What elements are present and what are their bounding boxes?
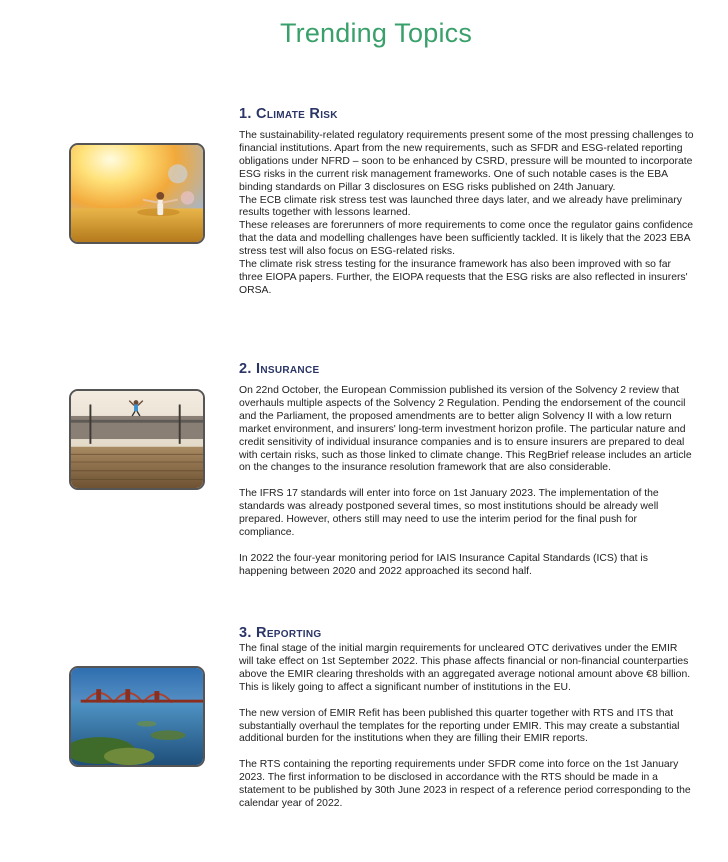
section-climate-risk	[239, 106, 694, 298]
section-insurance	[239, 361, 694, 579]
section-heading	[239, 361, 694, 377]
section-number: 2.	[239, 361, 252, 377]
paragraph: These releases are forerunners of more requirements to come once the regulator gains confidence that the data and modelling challenges have been sufficiently tackled. It is likely that the 2023 EBA stress test will also focus on ESG-related risks.	[239, 220, 693, 258]
paragraph: The RTS containing the reporting requirements under SFDR come into force on the 1st January 2023. The first information to be disclosed in accordance with the RTS should be made in a statement to be published by 30th June 2023 in respect of a reference period corresponding to the calendar year of 2022.	[239, 759, 691, 810]
paragraph: On 22nd October, the European Commission published its version of the Solvency 2 review that overhauls multiple aspects of the Solvency 2 Regulation. Pending the endorsement of the council and the Parliament, the proposed amendments are to better align Solvency II with a low return market environment, and insurers' long-term investment horizon profile. The particular nature and credit sensitivity of individual insurance companies and is to ensure insurers are prepared to deal with certain risks, such as those linked to climate change. This RegBrief release includes an article on the changes to the insurance resolution framework that are also considerable.	[239, 385, 692, 474]
insurance-image	[69, 389, 205, 490]
section-title: Insurance	[256, 361, 320, 377]
section-number: 3.	[239, 625, 252, 641]
climate-risk-image	[69, 143, 205, 244]
page-title: Trending Topics	[279, 18, 473, 48]
section-heading	[239, 625, 694, 641]
paragraph: The IFRS 17 standards will enter into force on 1st January 2023. The implementation of the standards was already postponed several times, so most institutions should be already well prepared. However, others still may need to use the interim period for the final push for compliance.	[239, 488, 659, 539]
section-heading	[239, 106, 694, 122]
section-number: 1.	[239, 106, 252, 122]
paragraph: The sustainability-related regulatory requirements present some of the most pressing challenges to financial institutions. Apart from the new requirements, such as SFDR and ESG-related reporting obligations under NFRD – soon to be enhanced by CSRD, pressure will be mounted to incorporate ESG risks in the current risk management frameworks. One of such notable cases is the EBA binding standards on Pillar 3 disclosures on ESG risks published on 24th January.	[239, 130, 694, 193]
section-title: Reporting	[256, 625, 322, 641]
paragraph: The climate risk stress testing for the insurance framework has also been improved with so far three EIOPA papers. Further, the EIOPA requests that the ESG risks are also reflected in insurers' ORSA.	[239, 259, 688, 296]
paragraph: The final stage of the initial margin requirements for uncleared OTC derivatives under the EMIR will take effect on 1st September 2022. This phase affects financial or non-financial counterparties above the EMIR clearing thresholds with an aggregated average notional amount above €8 billion. This is likely going to affect a significant number of institutions in the EU.	[239, 643, 691, 693]
reporting-image	[69, 666, 205, 767]
paragraph: The new version of EMIR Refit has been published this quarter together with RTS and ITS that substantially overhaul the templates for the reporting under EMIR. This may create a substantial additional burden for the institutions when they are filling their EMIR reports.	[239, 707, 680, 745]
paragraph: In 2022 the four-year monitoring period for IAIS Insurance Capital Standards (ICS) that is happening between 2020 and 2022 approached its second half.	[239, 552, 648, 577]
section-title: Climate Risk	[256, 106, 338, 122]
paragraph: The ECB climate risk stress test was launched three days later, and we already have preliminary results together with lessons learned.	[239, 194, 682, 219]
section-reporting	[239, 625, 694, 811]
